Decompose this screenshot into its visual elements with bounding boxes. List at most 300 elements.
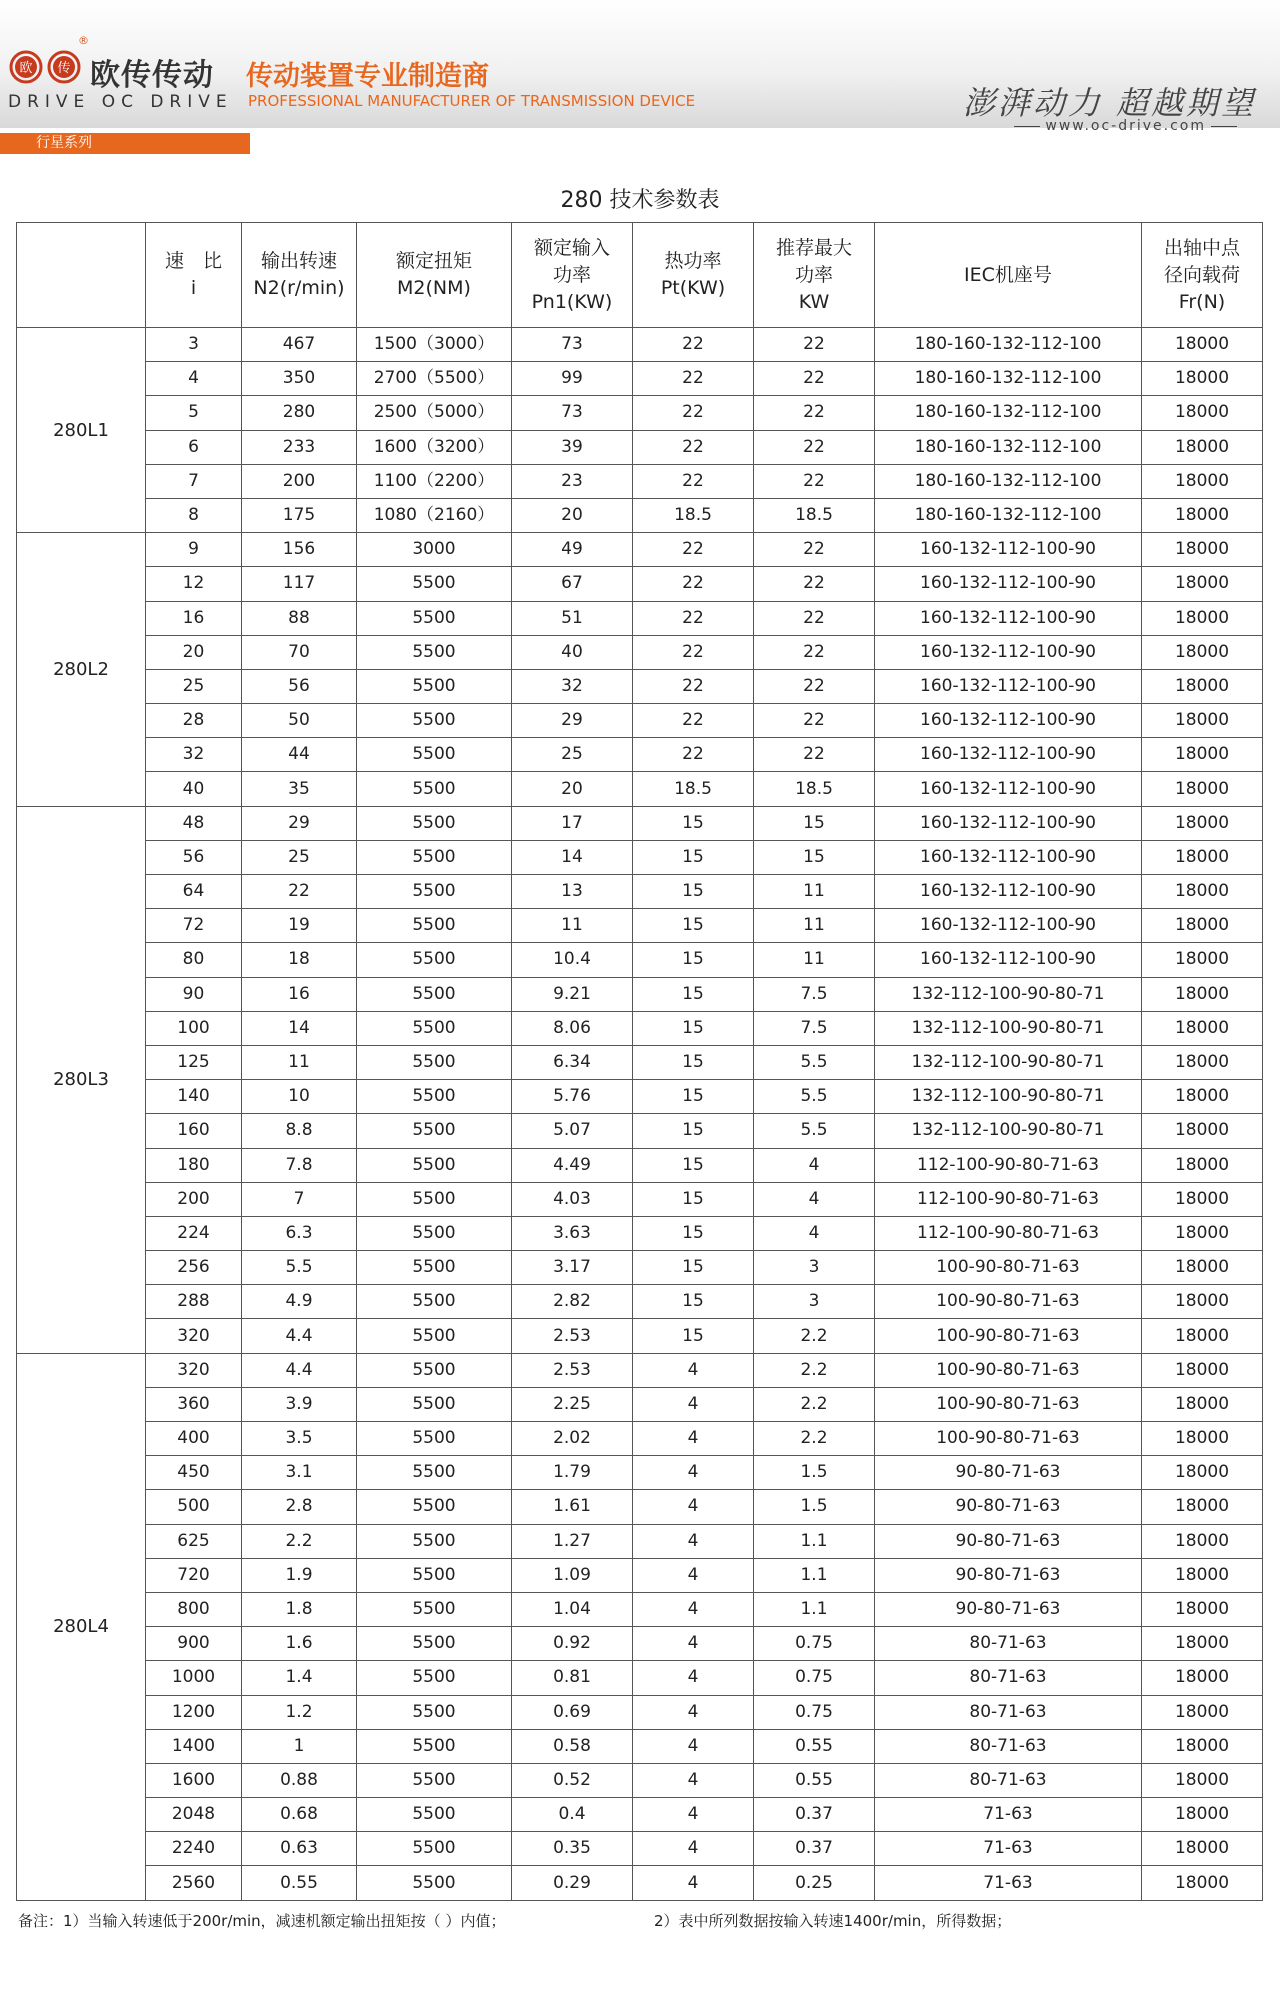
- cell-output-speed: 6.3: [242, 1216, 357, 1250]
- cell-ratio: 8: [146, 498, 242, 532]
- cell-rated-torque: 1100（2200）: [357, 464, 512, 498]
- logo-badge-bottom: 传: [57, 61, 71, 76]
- cell-output-speed: 16: [242, 977, 357, 1011]
- cell-max-power: 1.1: [754, 1558, 875, 1592]
- cell-radial-load: 18000: [1142, 1387, 1263, 1421]
- table-row: [17, 669, 1263, 703]
- cell-thermal-power: 22: [633, 704, 754, 738]
- cell-rated-torque: 5500: [357, 1661, 512, 1695]
- cell-thermal-power: 15: [633, 909, 754, 943]
- series-label: 行星系列: [36, 135, 92, 151]
- motto: 澎湃动力 超越期望: [962, 84, 1256, 122]
- cell-ratio: 6: [146, 430, 242, 464]
- cell-iec-frame: 180-160-132-112-100: [875, 464, 1142, 498]
- cell-input-power: 39: [512, 430, 633, 464]
- cell-max-power: 0.75: [754, 1661, 875, 1695]
- cell-output-speed: 0.63: [242, 1832, 357, 1866]
- cell-rated-torque: 5500: [357, 1285, 512, 1319]
- cell-input-power: 23: [512, 464, 633, 498]
- cell-max-power: 7.5: [754, 977, 875, 1011]
- cell-ratio: 7: [146, 464, 242, 498]
- model-cell: 280L1: [17, 328, 146, 533]
- cell-output-speed: 4.4: [242, 1319, 357, 1353]
- cell-thermal-power: 22: [633, 430, 754, 464]
- cell-thermal-power: 22: [633, 396, 754, 430]
- cell-ratio: 48: [146, 806, 242, 840]
- table-row: [17, 1285, 1263, 1319]
- cell-thermal-power: 4: [633, 1387, 754, 1421]
- cell-max-power: 1.1: [754, 1592, 875, 1626]
- cell-iec-frame: 132-112-100-90-80-71: [875, 1045, 1142, 1079]
- cell-output-speed: 175: [242, 498, 357, 532]
- cell-input-power: 2.02: [512, 1422, 633, 1456]
- cell-radial-load: 18000: [1142, 1080, 1263, 1114]
- cell-max-power: 22: [754, 396, 875, 430]
- cell-iec-frame: 100-90-80-71-63: [875, 1285, 1142, 1319]
- header-line: 输出转速: [260, 250, 337, 272]
- cell-input-power: 2.53: [512, 1319, 633, 1353]
- cell-rated-torque: 5500: [357, 1216, 512, 1250]
- cell-ratio: 20: [146, 635, 242, 669]
- cell-radial-load: 18000: [1142, 601, 1263, 635]
- cell-max-power: 0.75: [754, 1695, 875, 1729]
- cell-radial-load: 18000: [1142, 1011, 1263, 1045]
- header-line: Fr(N): [1178, 290, 1226, 313]
- table-row: [17, 1251, 1263, 1285]
- cell-thermal-power: 4: [633, 1524, 754, 1558]
- cell-radial-load: 18000: [1142, 704, 1263, 738]
- table-row: [17, 396, 1263, 430]
- cell-ratio: 180: [146, 1148, 242, 1182]
- cell-input-power: 6.34: [512, 1045, 633, 1079]
- cell-max-power: 22: [754, 533, 875, 567]
- cell-iec-frame: 100-90-80-71-63: [875, 1387, 1142, 1421]
- cell-input-power: 3.63: [512, 1216, 633, 1250]
- table-row: [17, 635, 1263, 669]
- header-line: 推荐最大: [775, 236, 852, 259]
- header-line: Pn1(KW): [531, 290, 613, 313]
- cell-rated-torque: 5500: [357, 1729, 512, 1763]
- table-row: [17, 1798, 1263, 1832]
- cell-output-speed: 7.8: [242, 1148, 357, 1182]
- table-row: [17, 1387, 1263, 1421]
- cell-radial-load: 18000: [1142, 840, 1263, 874]
- table-row: [17, 1558, 1263, 1592]
- cell-input-power: 25: [512, 738, 633, 772]
- cell-rated-torque: 5500: [357, 1080, 512, 1114]
- cell-iec-frame: 180-160-132-112-100: [875, 362, 1142, 396]
- cell-input-power: 17: [512, 806, 633, 840]
- cell-iec-frame: 160-132-112-100-90: [875, 909, 1142, 943]
- table-row: [17, 1832, 1263, 1866]
- table-row: [17, 1422, 1263, 1456]
- cell-ratio: 1400: [146, 1729, 242, 1763]
- cell-output-speed: 3.5: [242, 1422, 357, 1456]
- cell-max-power: 22: [754, 430, 875, 464]
- table-row: [17, 1661, 1263, 1695]
- cell-input-power: 10.4: [512, 943, 633, 977]
- cell-ratio: 2240: [146, 1832, 242, 1866]
- cell-iec-frame: 112-100-90-80-71-63: [875, 1216, 1142, 1250]
- cell-max-power: 2.2: [754, 1319, 875, 1353]
- cell-input-power: 5.76: [512, 1080, 633, 1114]
- cell-max-power: 11: [754, 909, 875, 943]
- cell-thermal-power: 15: [633, 1114, 754, 1148]
- cell-ratio: 100: [146, 1011, 242, 1045]
- cell-iec-frame: 160-132-112-100-90: [875, 635, 1142, 669]
- cell-thermal-power: 4: [633, 1456, 754, 1490]
- cell-thermal-power: 15: [633, 977, 754, 1011]
- model-cell: 280L4: [17, 1353, 146, 1900]
- cell-rated-torque: 5500: [357, 840, 512, 874]
- header-line: N2(r/min): [253, 277, 345, 299]
- table-row: [17, 1182, 1263, 1216]
- cell-max-power: 5.5: [754, 1114, 875, 1148]
- cell-iec-frame: 160-132-112-100-90: [875, 669, 1142, 703]
- cell-iec-frame: 90-80-71-63: [875, 1524, 1142, 1558]
- cell-thermal-power: 22: [633, 362, 754, 396]
- cell-rated-torque: 5500: [357, 1832, 512, 1866]
- cell-rated-torque: 5500: [357, 669, 512, 703]
- cell-rated-torque: 5500: [357, 875, 512, 909]
- cell-output-speed: 25: [242, 840, 357, 874]
- cell-input-power: 0.92: [512, 1627, 633, 1661]
- cell-thermal-power: 4: [633, 1592, 754, 1626]
- cell-ratio: 5: [146, 396, 242, 430]
- cell-thermal-power: 15: [633, 806, 754, 840]
- cell-iec-frame: 132-112-100-90-80-71: [875, 1114, 1142, 1148]
- cell-iec-frame: 112-100-90-80-71-63: [875, 1148, 1142, 1182]
- cell-thermal-power: 4: [633, 1866, 754, 1900]
- cell-rated-torque: 5500: [357, 909, 512, 943]
- cell-input-power: 0.4: [512, 1798, 633, 1832]
- cell-input-power: 0.29: [512, 1866, 633, 1900]
- cell-radial-load: 18000: [1142, 772, 1263, 806]
- header-line: 热功率: [664, 250, 722, 272]
- cell-radial-load: 18000: [1142, 328, 1263, 362]
- header-line: Pt(KW): [660, 277, 726, 299]
- table-row: [17, 362, 1263, 396]
- table-row: [17, 1763, 1263, 1797]
- table-row: [17, 464, 1263, 498]
- cell-output-speed: 8.8: [242, 1114, 357, 1148]
- cell-ratio: 40: [146, 772, 242, 806]
- cell-radial-load: 18000: [1142, 1763, 1263, 1797]
- table-row: [17, 1695, 1263, 1729]
- table-row: [17, 1524, 1263, 1558]
- cell-rated-torque: 5500: [357, 1627, 512, 1661]
- cell-output-speed: 1.8: [242, 1592, 357, 1626]
- header-line: 额定扭矩: [395, 250, 472, 272]
- cell-ratio: 1000: [146, 1661, 242, 1695]
- cell-thermal-power: 22: [633, 601, 754, 635]
- cell-radial-load: 18000: [1142, 1216, 1263, 1250]
- cell-iec-frame: 160-132-112-100-90: [875, 806, 1142, 840]
- cell-thermal-power: 22: [633, 464, 754, 498]
- cell-max-power: 22: [754, 738, 875, 772]
- cell-ratio: 25: [146, 669, 242, 703]
- cell-ratio: 160: [146, 1114, 242, 1148]
- table-row: [17, 1080, 1263, 1114]
- table-row: [17, 806, 1263, 840]
- cell-output-speed: 10: [242, 1080, 357, 1114]
- cell-rated-torque: 5500: [357, 1866, 512, 1900]
- cell-iec-frame: 160-132-112-100-90: [875, 567, 1142, 601]
- table-row: [17, 430, 1263, 464]
- cell-input-power: 51: [512, 601, 633, 635]
- cell-thermal-power: 4: [633, 1490, 754, 1524]
- cell-input-power: 1.04: [512, 1592, 633, 1626]
- cell-radial-load: 18000: [1142, 1251, 1263, 1285]
- header-line: 径向载荷: [1163, 263, 1240, 286]
- cell-input-power: 0.69: [512, 1695, 633, 1729]
- table-row: [17, 875, 1263, 909]
- cell-radial-load: 18000: [1142, 1627, 1263, 1661]
- cell-input-power: 0.81: [512, 1661, 633, 1695]
- cell-ratio: 72: [146, 909, 242, 943]
- cell-max-power: 0.55: [754, 1763, 875, 1797]
- cell-thermal-power: 22: [633, 328, 754, 362]
- cell-iec-frame: 160-132-112-100-90: [875, 704, 1142, 738]
- page-header: [0, 0, 1280, 128]
- cell-ratio: 12: [146, 567, 242, 601]
- cell-rated-torque: 5500: [357, 704, 512, 738]
- header-max-power: [754, 223, 875, 328]
- cell-output-speed: 5.5: [242, 1251, 357, 1285]
- cell-max-power: 4: [754, 1182, 875, 1216]
- header-rated-input-power: [512, 223, 633, 328]
- cell-output-speed: 35: [242, 772, 357, 806]
- cell-iec-frame: 132-112-100-90-80-71: [875, 1011, 1142, 1045]
- cell-max-power: 15: [754, 806, 875, 840]
- cell-ratio: 125: [146, 1045, 242, 1079]
- cell-max-power: 15: [754, 840, 875, 874]
- header-ratio: [146, 223, 242, 328]
- table-row: [17, 567, 1263, 601]
- cell-max-power: 0.55: [754, 1729, 875, 1763]
- cell-max-power: 0.37: [754, 1798, 875, 1832]
- slogan-en: PROFESSIONAL MANUFACTURER OF TRANSMISSION DEVICE: [248, 92, 696, 110]
- table-row: [17, 943, 1263, 977]
- header-line: M2(NM): [397, 277, 471, 299]
- cell-thermal-power: 15: [633, 1045, 754, 1079]
- cell-output-speed: 56: [242, 669, 357, 703]
- logo-cn-text: 欧传传动: [90, 58, 214, 93]
- cell-max-power: 22: [754, 669, 875, 703]
- cell-rated-torque: 2500（5000）: [357, 396, 512, 430]
- cell-max-power: 0.25: [754, 1866, 875, 1900]
- cell-max-power: 4: [754, 1148, 875, 1182]
- footnote-2: 2）表中所列数据按输入转速1400r/min，所得数据；: [654, 1912, 1012, 1930]
- table-row: [17, 704, 1263, 738]
- cell-radial-load: 18000: [1142, 396, 1263, 430]
- cell-radial-load: 18000: [1142, 875, 1263, 909]
- cell-input-power: 11: [512, 909, 633, 943]
- cell-iec-frame: 112-100-90-80-71-63: [875, 1182, 1142, 1216]
- page-title: 280 技术参数表: [560, 188, 720, 213]
- cell-max-power: 2.2: [754, 1422, 875, 1456]
- cell-rated-torque: 5500: [357, 1763, 512, 1797]
- cell-output-speed: 88: [242, 601, 357, 635]
- cell-ratio: 320: [146, 1319, 242, 1353]
- cell-ratio: 80: [146, 943, 242, 977]
- table-row: [17, 738, 1263, 772]
- cell-output-speed: 280: [242, 396, 357, 430]
- table-row: [17, 1490, 1263, 1524]
- cell-max-power: 22: [754, 464, 875, 498]
- cell-input-power: 4.03: [512, 1182, 633, 1216]
- cell-input-power: 0.35: [512, 1832, 633, 1866]
- cell-output-speed: 3.9: [242, 1387, 357, 1421]
- cell-rated-torque: 5500: [357, 977, 512, 1011]
- cell-ratio: 1600: [146, 1763, 242, 1797]
- cell-ratio: 32: [146, 738, 242, 772]
- cell-input-power: 0.58: [512, 1729, 633, 1763]
- cell-rated-torque: 5500: [357, 1182, 512, 1216]
- cell-max-power: 1.5: [754, 1456, 875, 1490]
- website-url: www.oc-drive.com: [1009, 118, 1242, 134]
- table-row: [17, 840, 1263, 874]
- cell-rated-torque: 5500: [357, 1045, 512, 1079]
- cell-rated-torque: 5500: [357, 943, 512, 977]
- cell-iec-frame: 80-71-63: [875, 1695, 1142, 1729]
- cell-ratio: 720: [146, 1558, 242, 1592]
- cell-ratio: 64: [146, 875, 242, 909]
- header-line: IEC机座号: [964, 263, 1052, 286]
- cell-output-speed: 1.2: [242, 1695, 357, 1729]
- cell-max-power: 22: [754, 362, 875, 396]
- table-row: [17, 909, 1263, 943]
- cell-max-power: 0.75: [754, 1627, 875, 1661]
- cell-max-power: 1.1: [754, 1524, 875, 1558]
- cell-max-power: 11: [754, 875, 875, 909]
- cell-ratio: 90: [146, 977, 242, 1011]
- cell-input-power: 2.82: [512, 1285, 633, 1319]
- model-cell: 280L3: [17, 806, 146, 1353]
- cell-ratio: 224: [146, 1216, 242, 1250]
- cell-ratio: 288: [146, 1285, 242, 1319]
- cell-thermal-power: 22: [633, 669, 754, 703]
- cell-input-power: 40: [512, 635, 633, 669]
- cell-thermal-power: 15: [633, 1182, 754, 1216]
- cell-radial-load: 18000: [1142, 1832, 1263, 1866]
- cell-rated-torque: 5500: [357, 738, 512, 772]
- cell-max-power: 22: [754, 567, 875, 601]
- cell-max-power: 22: [754, 704, 875, 738]
- cell-radial-load: 18000: [1142, 567, 1263, 601]
- cell-rated-torque: 5500: [357, 1011, 512, 1045]
- cell-thermal-power: 15: [633, 1148, 754, 1182]
- table-body: [17, 328, 1263, 1901]
- cell-input-power: 1.27: [512, 1524, 633, 1558]
- cell-radial-load: 18000: [1142, 669, 1263, 703]
- cell-output-speed: 156: [242, 533, 357, 567]
- cell-radial-load: 18000: [1142, 909, 1263, 943]
- cell-radial-load: 18000: [1142, 1456, 1263, 1490]
- cell-radial-load: 18000: [1142, 1661, 1263, 1695]
- cell-output-speed: 18: [242, 943, 357, 977]
- cell-iec-frame: 180-160-132-112-100: [875, 328, 1142, 362]
- cell-thermal-power: 15: [633, 1011, 754, 1045]
- cell-output-speed: 200: [242, 464, 357, 498]
- cell-input-power: 3.17: [512, 1251, 633, 1285]
- cell-thermal-power: 15: [633, 875, 754, 909]
- cell-output-speed: 44: [242, 738, 357, 772]
- table-row: [17, 1866, 1263, 1900]
- cell-iec-frame: 71-63: [875, 1866, 1142, 1900]
- cell-output-speed: 117: [242, 567, 357, 601]
- cell-radial-load: 18000: [1142, 533, 1263, 567]
- cell-output-speed: 29: [242, 806, 357, 840]
- cell-input-power: 5.07: [512, 1114, 633, 1148]
- cell-output-speed: 14: [242, 1011, 357, 1045]
- cell-rated-torque: 5500: [357, 806, 512, 840]
- cell-output-speed: 19: [242, 909, 357, 943]
- cell-output-speed: 4.9: [242, 1285, 357, 1319]
- cell-max-power: 22: [754, 328, 875, 362]
- table-row: [17, 977, 1263, 1011]
- cell-ratio: 450: [146, 1456, 242, 1490]
- cell-max-power: 4: [754, 1216, 875, 1250]
- cell-output-speed: 2.2: [242, 1524, 357, 1558]
- cell-iec-frame: 160-132-112-100-90: [875, 840, 1142, 874]
- cell-thermal-power: 4: [633, 1422, 754, 1456]
- table-row: [17, 1216, 1263, 1250]
- cell-output-speed: 0.55: [242, 1866, 357, 1900]
- cell-iec-frame: 90-80-71-63: [875, 1456, 1142, 1490]
- table-row: [17, 1627, 1263, 1661]
- cell-radial-load: 18000: [1142, 1558, 1263, 1592]
- cell-iec-frame: 180-160-132-112-100: [875, 396, 1142, 430]
- cell-thermal-power: 4: [633, 1627, 754, 1661]
- cell-rated-torque: 5500: [357, 1524, 512, 1558]
- cell-ratio: 1200: [146, 1695, 242, 1729]
- cell-rated-torque: 1600（3200）: [357, 430, 512, 464]
- cell-thermal-power: 15: [633, 1319, 754, 1353]
- table-row: [17, 1456, 1263, 1490]
- cell-rated-torque: 5500: [357, 1592, 512, 1626]
- cell-max-power: 7.5: [754, 1011, 875, 1045]
- cell-input-power: 9.21: [512, 977, 633, 1011]
- cell-radial-load: 18000: [1142, 1114, 1263, 1148]
- cell-rated-torque: 5500: [357, 1558, 512, 1592]
- cell-thermal-power: 15: [633, 840, 754, 874]
- cell-iec-frame: 100-90-80-71-63: [875, 1422, 1142, 1456]
- cell-thermal-power: 22: [633, 738, 754, 772]
- cell-radial-load: 18000: [1142, 738, 1263, 772]
- cell-iec-frame: 71-63: [875, 1832, 1142, 1866]
- cell-rated-torque: 3000: [357, 533, 512, 567]
- cell-rated-torque: 5500: [357, 772, 512, 806]
- cell-output-speed: 4.4: [242, 1353, 357, 1387]
- cell-thermal-power: 18.5: [633, 498, 754, 532]
- cell-iec-frame: 100-90-80-71-63: [875, 1353, 1142, 1387]
- cell-thermal-power: 22: [633, 533, 754, 567]
- cell-max-power: 0.37: [754, 1832, 875, 1866]
- cell-output-speed: 233: [242, 430, 357, 464]
- cell-input-power: 14: [512, 840, 633, 874]
- cell-max-power: 11: [754, 943, 875, 977]
- cell-iec-frame: 80-71-63: [875, 1729, 1142, 1763]
- cell-iec-frame: 160-132-112-100-90: [875, 875, 1142, 909]
- cell-rated-torque: 5500: [357, 1695, 512, 1729]
- table-row: [17, 1148, 1263, 1182]
- cell-input-power: 73: [512, 328, 633, 362]
- cell-output-speed: 2.8: [242, 1490, 357, 1524]
- cell-thermal-power: 22: [633, 635, 754, 669]
- cell-radial-load: 18000: [1142, 1695, 1263, 1729]
- cell-thermal-power: 15: [633, 1080, 754, 1114]
